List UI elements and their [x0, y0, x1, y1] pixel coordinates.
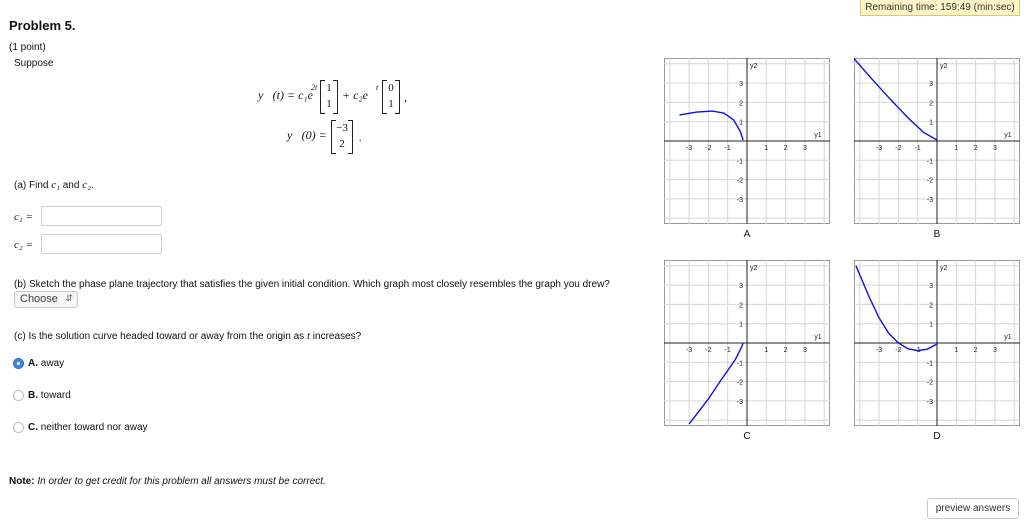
x-tick-label: -3 — [875, 145, 883, 152]
x-tick-label: -1 — [724, 347, 731, 354]
graph-a-label: A — [743, 229, 751, 240]
y-tick-label: -3 — [736, 398, 743, 406]
y-tick-label: -1 — [736, 158, 743, 166]
graph-c-label: C — [743, 431, 751, 442]
y-tick-label: 2 — [929, 302, 933, 310]
x-tick-label: -2 — [705, 145, 712, 152]
initial-vector: −3 2 — [331, 120, 353, 154]
part-c-prompt: (c) Is the solution curve headed toward or away from the origin as t increases? — [14, 330, 362, 342]
eigenvector-2: 0 1 — [382, 80, 400, 114]
y-tick-label: 2 — [739, 302, 743, 310]
y-tick-label: -2 — [926, 379, 933, 387]
x-tick-label: 2 — [973, 347, 978, 354]
graph-d — [854, 260, 1020, 426]
c2-input[interactable] — [41, 234, 162, 254]
graph-b-label: B — [933, 229, 941, 240]
graph-d-label: D — [933, 431, 941, 442]
graph-a — [664, 58, 830, 224]
y-tick-label: 1 — [739, 321, 743, 329]
x-tick-label: 1 — [954, 347, 959, 354]
y-axis-label: y2 — [750, 63, 758, 70]
y-axis-label: y2 — [750, 265, 758, 272]
graph-b — [854, 58, 1020, 224]
y-tick-label: 2 — [739, 100, 743, 108]
x-tick-label: -2 — [705, 347, 712, 354]
eigenvector-1: 1 1 — [320, 80, 338, 114]
x-tick-label: 3 — [802, 347, 807, 354]
x-axis-label: y1 — [814, 132, 822, 139]
exponent-2: t — [376, 83, 379, 92]
x-axis-label: y1 — [1004, 334, 1012, 341]
y-tick-label: -3 — [926, 196, 933, 204]
y-tick-label: 3 — [929, 81, 933, 89]
x-axis-label: y1 — [1004, 132, 1012, 139]
initial-condition-lhs: y⃗(0) = — [287, 128, 327, 142]
x-tick-label: 2 — [783, 145, 788, 152]
y-tick-label: -2 — [736, 177, 743, 185]
y-tick-label: 1 — [739, 119, 743, 127]
x-tick-label: 1 — [764, 347, 769, 354]
x-tick-label: 3 — [802, 145, 807, 152]
x-axis-label: y1 — [814, 334, 822, 341]
graph-c — [664, 260, 830, 426]
x-tick-label: 1 — [954, 145, 959, 152]
suppose-text: Suppose — [14, 58, 54, 69]
option-away[interactable]: A. away — [13, 358, 64, 369]
y-tick-label: -3 — [926, 398, 933, 406]
x-tick-label: -3 — [685, 145, 693, 152]
option-neither[interactable]: C. neither toward nor away — [13, 422, 148, 433]
x-tick-label: -3 — [875, 347, 883, 354]
radio-button[interactable] — [13, 358, 24, 369]
credit-note: Note: In order to get credit for this problem all answers must be correct. — [9, 476, 326, 487]
part-b-prompt: (b) Sketch the phase plane trajectory that satisfies the given initial condition. Which graph most closely resembles the graph you drew? — [14, 279, 610, 290]
x-tick-label: -3 — [685, 347, 693, 354]
x-tick-label: 1 — [764, 145, 769, 152]
y-tick-label: -1 — [926, 158, 933, 166]
part-a-prompt: (a) Find c₁ and c₂. — [14, 179, 94, 191]
x-tick-label: 2 — [973, 145, 978, 152]
remaining-time-banner: Remaining time: 159:49 (min:sec) — [860, 0, 1020, 16]
y-tick-label: -1 — [736, 360, 743, 368]
x-tick-label: -1 — [914, 145, 921, 152]
equation-lhs: y⃗(t) = c₁e — [258, 88, 313, 102]
graph-choice-select[interactable] — [14, 291, 78, 308]
x-tick-label: 3 — [992, 145, 997, 152]
x-tick-label: 3 — [992, 347, 997, 354]
y-tick-label: 2 — [929, 100, 933, 108]
y-tick-label: 3 — [929, 283, 933, 291]
radio-button[interactable] — [13, 422, 24, 433]
y-axis-label: y2 — [940, 265, 948, 272]
y-tick-label: 3 — [739, 81, 743, 89]
y-tick-label: 1 — [929, 119, 933, 127]
x-tick-label: -1 — [724, 145, 731, 152]
c1-input[interactable] — [41, 206, 162, 226]
y-tick-label: -3 — [736, 196, 743, 204]
y-tick-label: 1 — [929, 321, 933, 329]
y-tick-label: -2 — [736, 379, 743, 387]
equation-plus: + c₂e — [342, 88, 368, 102]
y-tick-label: -1 — [926, 360, 933, 368]
c2-label: c₂ = — [14, 239, 33, 251]
y-tick-label: -2 — [926, 177, 933, 185]
exponent-1: 2t — [311, 83, 318, 92]
x-tick-label: -2 — [895, 145, 902, 152]
radio-button[interactable] — [13, 390, 24, 401]
y-axis-label: y2 — [940, 63, 948, 70]
x-tick-label: -1 — [914, 347, 921, 354]
updown-arrows-icon: ⇵ — [65, 293, 73, 303]
x-tick-label: -2 — [895, 347, 902, 354]
c1-label: c₁ = — [14, 211, 33, 223]
x-tick-label: 2 — [783, 347, 788, 354]
y-tick-label: 3 — [739, 283, 743, 291]
preview-answers-button[interactable]: preview answers — [927, 498, 1019, 519]
option-toward[interactable]: B. toward — [13, 390, 71, 401]
problem-points: (1 point) — [9, 42, 46, 53]
select-value: Choose — [20, 293, 58, 305]
problem-title: Problem 5. — [9, 18, 76, 33]
